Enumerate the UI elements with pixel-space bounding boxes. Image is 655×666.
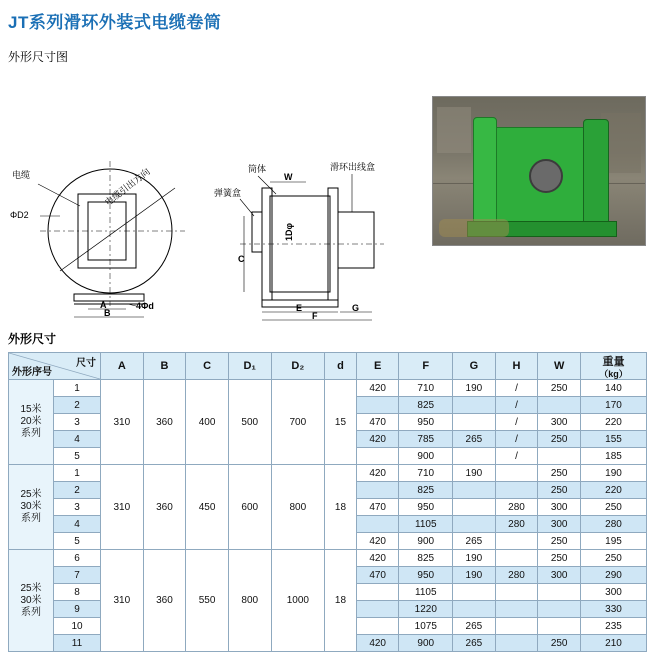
- cell-g: [453, 414, 496, 431]
- cell-f: 900: [399, 533, 453, 550]
- cell-f: 950: [399, 499, 453, 516]
- cell-e: 420: [356, 635, 399, 652]
- cell-f: 825: [399, 397, 453, 414]
- cell-e: [356, 482, 399, 499]
- series-name-cell: [9, 465, 54, 550]
- cell-f: 825: [399, 550, 453, 567]
- svg-text:电缆: 电缆: [12, 170, 31, 180]
- row-number-cell: 2: [54, 482, 101, 499]
- cell-f: 710: [399, 465, 453, 482]
- cell-weight: 220: [580, 482, 646, 499]
- cell-g: 265: [453, 635, 496, 652]
- cell-weight: 280: [580, 516, 646, 533]
- cell-g: 190: [453, 465, 496, 482]
- cell-f: 900: [399, 635, 453, 652]
- cell-g: 190: [453, 550, 496, 567]
- row-number-cell: 7: [54, 567, 101, 584]
- cell-h: 280: [495, 516, 538, 533]
- dimension-cell-d: 15: [325, 380, 357, 465]
- cell-h: /: [495, 380, 538, 397]
- cell-e: [356, 618, 399, 635]
- cell-weight: 210: [580, 635, 646, 652]
- row-number-cell: 2: [54, 397, 101, 414]
- dimension-cell-a: 310: [101, 465, 144, 550]
- cell-f: 825: [399, 482, 453, 499]
- cell-w: [538, 601, 581, 618]
- cell-f: 1105: [399, 516, 453, 533]
- row-number-cell: 1: [54, 465, 101, 482]
- cell-weight: 140: [580, 380, 646, 397]
- series-name-cell: [9, 550, 54, 652]
- col-header-w: W: [538, 353, 581, 380]
- cell-f: 1105: [399, 584, 453, 601]
- page-title: JT系列滑环外装式电缆卷筒: [8, 13, 222, 32]
- svg-text:G: G: [352, 303, 360, 313]
- cell-f: 950: [399, 414, 453, 431]
- cell-w: 300: [538, 414, 581, 431]
- svg-text:W: W: [284, 172, 293, 182]
- table-row: [9, 380, 647, 397]
- cell-e: 470: [356, 567, 399, 584]
- cell-h: /: [495, 448, 538, 465]
- row-number-cell: 5: [54, 533, 101, 550]
- series-name-line: 系列: [21, 513, 41, 524]
- photo-chain: [439, 219, 509, 237]
- col-header-g: G: [453, 353, 496, 380]
- table-body: [9, 380, 647, 652]
- photo-background-object-2: [437, 107, 471, 153]
- svg-text:电缆引出方向: 电缆引出方向: [103, 166, 152, 208]
- row-number-cell: 8: [54, 584, 101, 601]
- cell-h: /: [495, 414, 538, 431]
- cell-h: [495, 584, 538, 601]
- dimension-cell-b: 360: [143, 550, 186, 652]
- svg-text:ΦD2: ΦD2: [10, 210, 29, 220]
- dimension-cell-d2: 1000: [271, 550, 325, 652]
- dimensions-label: 外形尺寸: [8, 332, 57, 346]
- row-number-cell: 6: [54, 550, 101, 567]
- cell-e: 470: [356, 499, 399, 516]
- dimension-cell-d: 18: [325, 550, 357, 652]
- cell-f: 1220: [399, 601, 453, 618]
- series-name-cell: [9, 380, 54, 465]
- cell-weight: 155: [580, 431, 646, 448]
- cell-w: 250: [538, 550, 581, 567]
- svg-text:F: F: [312, 311, 318, 321]
- svg-text:弹簧盒: 弹簧盒: [214, 188, 242, 198]
- cell-e: 420: [356, 431, 399, 448]
- cell-f: 950: [399, 567, 453, 584]
- cell-w: 250: [538, 465, 581, 482]
- cell-g: [453, 482, 496, 499]
- series-name-line: 25米: [20, 582, 42, 594]
- series-name-line: 系列: [21, 606, 41, 618]
- dimension-cell-a: 310: [101, 380, 144, 465]
- table-row: [9, 465, 647, 482]
- outline-drawing-label: 外形尺寸图: [8, 50, 69, 64]
- cell-weight: 190: [580, 465, 646, 482]
- cell-weight: 170: [580, 397, 646, 414]
- cell-g: [453, 584, 496, 601]
- cell-e: [356, 601, 399, 618]
- cell-w: 300: [538, 516, 581, 533]
- cell-weight: 235: [580, 618, 646, 635]
- series-name-line: 20米: [20, 416, 42, 427]
- svg-text:4Φd: 4Φd: [136, 301, 154, 311]
- cell-g: [453, 601, 496, 618]
- cell-f: 1075: [399, 618, 453, 635]
- cell-e: [356, 584, 399, 601]
- photo-reel-flange-left: [473, 117, 497, 231]
- series-name-line: 系列: [21, 428, 41, 439]
- cell-w: 300: [538, 567, 581, 584]
- cell-g: [453, 397, 496, 414]
- cell-w: 300: [538, 499, 581, 516]
- cell-w: 250: [538, 380, 581, 397]
- dimension-cell-d1: 600: [228, 465, 271, 550]
- cell-f: 785: [399, 431, 453, 448]
- row-number-cell: 4: [54, 516, 101, 533]
- dimension-cell-d1: 500: [228, 380, 271, 465]
- dimension-cell-b: 360: [143, 380, 186, 465]
- cell-w: 250: [538, 533, 581, 550]
- dimension-cell-c: 400: [186, 380, 229, 465]
- cell-weight: 185: [580, 448, 646, 465]
- row-number-cell: 3: [54, 414, 101, 431]
- product-photo: [432, 96, 646, 246]
- col-header-d2: D₂: [271, 353, 325, 380]
- dimension-cell-d1: 800: [228, 550, 271, 652]
- weight-unit: （kg）: [599, 369, 628, 379]
- svg-text:E: E: [296, 303, 303, 313]
- cell-g: [453, 516, 496, 533]
- col-header-d: d: [325, 353, 357, 380]
- cell-f: 900: [399, 448, 453, 465]
- col-header-f: F: [399, 353, 453, 380]
- cell-weight: 290: [580, 567, 646, 584]
- cell-w: [538, 584, 581, 601]
- dimension-cell-d2: 800: [271, 465, 325, 550]
- weight-label: 重量: [602, 356, 625, 368]
- cell-g: [453, 499, 496, 516]
- col-header-d1: D₁: [228, 353, 271, 380]
- row-number-cell: 11: [54, 635, 101, 652]
- cell-weight: 300: [580, 584, 646, 601]
- series-name-line: 30米: [20, 501, 42, 512]
- cell-h: /: [495, 431, 538, 448]
- row-number-cell: 5: [54, 448, 101, 465]
- row-number-cell: 9: [54, 601, 101, 618]
- cell-weight: 220: [580, 414, 646, 431]
- col-header-a: A: [101, 353, 144, 380]
- series-name-line: 15米: [20, 404, 42, 415]
- cell-w: 250: [538, 431, 581, 448]
- cell-e: 420: [356, 465, 399, 482]
- cell-g: 190: [453, 380, 496, 397]
- cell-e: [356, 516, 399, 533]
- cell-g: 265: [453, 533, 496, 550]
- cell-h: /: [495, 397, 538, 414]
- series-name-line: 30米: [20, 594, 42, 606]
- cell-w: [538, 448, 581, 465]
- dimension-cell-d2: 700: [271, 380, 325, 465]
- row-number-cell: 1: [54, 380, 101, 397]
- dimensions-table: [8, 352, 647, 652]
- dimension-cell-c: 450: [186, 465, 229, 550]
- cell-weight: 195: [580, 533, 646, 550]
- corner-label-size: 尺寸: [76, 358, 96, 369]
- col-header-b: B: [143, 353, 186, 380]
- photo-reel-flange-right: [583, 119, 609, 231]
- cell-g: 265: [453, 618, 496, 635]
- dimension-cell-c: 550: [186, 550, 229, 652]
- dimension-cell-a: 310: [101, 550, 144, 652]
- cell-e: 420: [356, 380, 399, 397]
- dimension-cell-d: 18: [325, 465, 357, 550]
- row-number-cell: 3: [54, 499, 101, 516]
- col-header-c: C: [186, 353, 229, 380]
- table-row: [9, 550, 647, 567]
- photo-reel-hub: [529, 159, 563, 193]
- cell-g: 265: [453, 431, 496, 448]
- col-header-weight: [580, 353, 646, 380]
- col-header-h: H: [495, 353, 538, 380]
- cell-weight: 250: [580, 499, 646, 516]
- cell-h: [495, 482, 538, 499]
- svg-text:B: B: [104, 308, 111, 318]
- cell-w: [538, 397, 581, 414]
- outline-drawing: [0, 66, 420, 321]
- cell-e: [356, 397, 399, 414]
- svg-text:滑环出线盒: 滑环出线盒: [330, 162, 376, 172]
- svg-text:C: C: [238, 254, 245, 264]
- cell-w: 250: [538, 482, 581, 499]
- corner-label-model: 外形序号: [12, 367, 52, 378]
- cell-e: 470: [356, 414, 399, 431]
- cell-g: 190: [453, 567, 496, 584]
- cell-h: [495, 533, 538, 550]
- cell-h: 280: [495, 567, 538, 584]
- cell-g: [453, 448, 496, 465]
- svg-text:A: A: [100, 300, 107, 310]
- cell-e: 420: [356, 550, 399, 567]
- cell-w: [538, 618, 581, 635]
- cell-e: [356, 448, 399, 465]
- cell-h: 280: [495, 499, 538, 516]
- cell-w: 250: [538, 635, 581, 652]
- cell-weight: 330: [580, 601, 646, 618]
- cell-f: 710: [399, 380, 453, 397]
- cell-h: [495, 550, 538, 567]
- row-number-cell: 10: [54, 618, 101, 635]
- svg-text:筒体: 筒体: [248, 164, 267, 174]
- row-number-cell: 4: [54, 431, 101, 448]
- cell-h: [495, 465, 538, 482]
- svg-text:1Dφ: 1Dφ: [284, 223, 294, 241]
- cell-h: [495, 618, 538, 635]
- series-name-line: 25米: [20, 489, 42, 500]
- cell-h: [495, 635, 538, 652]
- dimension-cell-b: 360: [143, 465, 186, 550]
- table-header-row: [9, 353, 647, 380]
- cell-e: 420: [356, 533, 399, 550]
- cell-weight: 250: [580, 550, 646, 567]
- cell-h: [495, 601, 538, 618]
- col-header-e: E: [356, 353, 399, 380]
- table-corner-header: [9, 353, 101, 380]
